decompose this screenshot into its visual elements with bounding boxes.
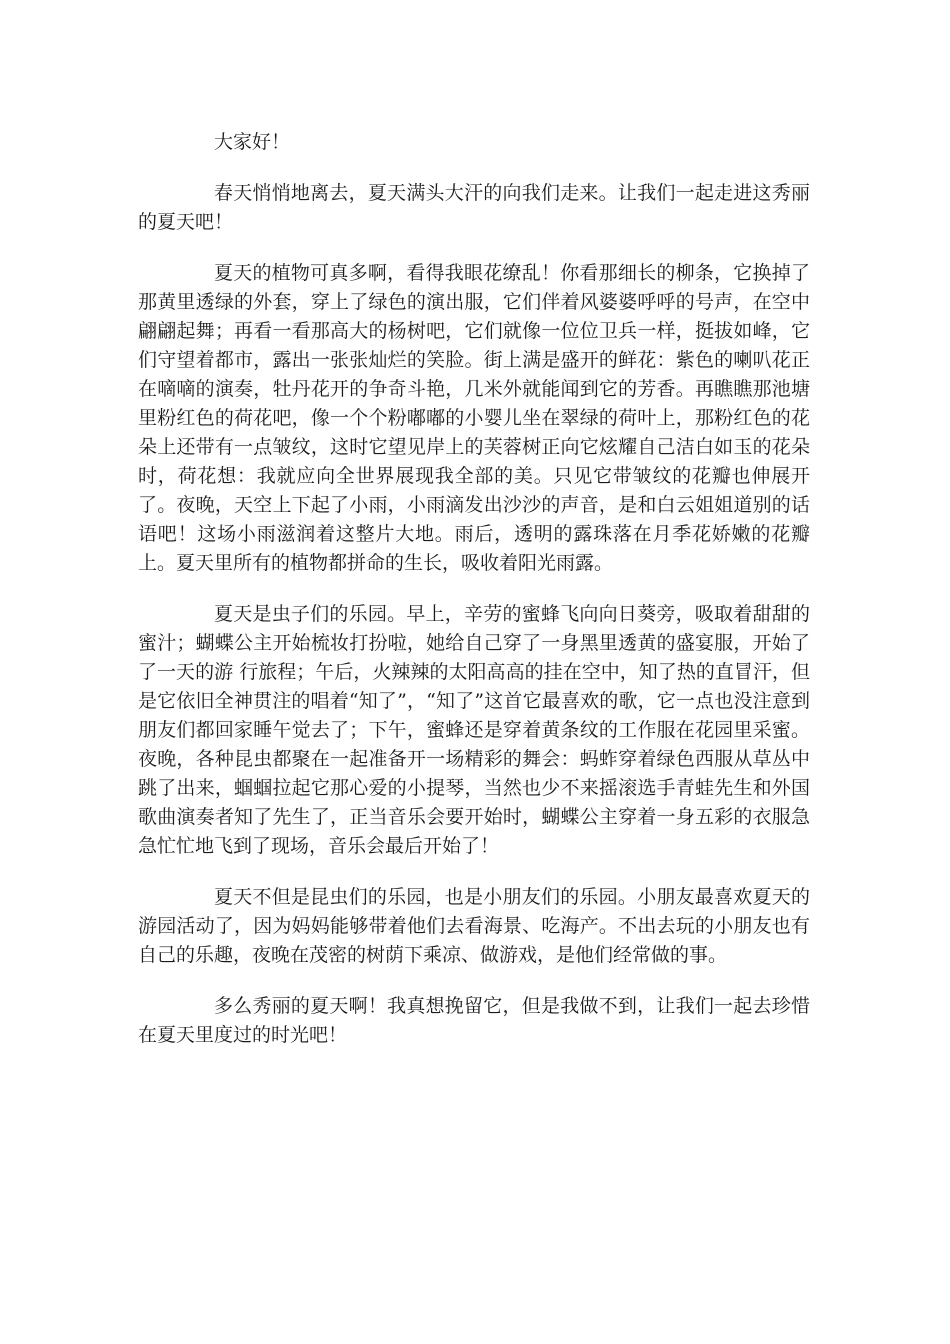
closing-paragraph: 多么秀丽的夏天啊！我真想挽留它，但是我做不到，让我们一起去珍惜在夏天里度过的时光吧！ <box>138 995 810 1046</box>
insects-paragraph: 夏天是虫子们的乐园。早上，辛劳的蜜蜂飞向向日葵旁，吸取着甜甜的蜜汁；蝴蝶公主开始梳妆打扮啦，她给自己穿了一身黑里透黄的盛宴服，开始了了一天的游 行旅程；午后，火辣辣的太阳高高的挂在空中，知了热的直冒汗，但是它依旧全神贯注的唱着“知了”，“知了”这首它最喜欢的歌，它一点也没注意到朋友们都回家睡午觉去了；下午，蜜蜂还是穿着黄条纹的工作服在花园里采蜜。夜晚，各种昆虫都聚在一起准备开一场精彩的舞会：蚂蚱穿着绿色西服从草丛中跳了出来，蝈蝈拉起它那心爱的小提琴，当然也少不来摇滚选手青蛙先生和外国歌曲演奏者知了先生了，正当音乐会要开始时，蝴蝶公主穿着一身五彩的衣服急急忙忙地飞到了现场，音乐会最后开始了！ <box>138 603 810 857</box>
children-paragraph: 夏天不但是昆虫们的乐园，也是小朋友们的乐园。小朋友最喜欢夏天的游园活动了，因为妈妈能够带着他们去看海景、吃海产。不出去玩的小朋友也有自己的乐趣，夜晚在茂密的树荫下乘凉、做游戏，是他们经常做的事。 <box>138 886 810 966</box>
intro-paragraph: 春天悄悄地离去，夏天满头大汗的向我们走来。让我们一起走进这秀丽的夏天吧！ <box>138 182 810 233</box>
greeting-paragraph: 大家好！ <box>214 131 291 153</box>
plants-paragraph: 夏天的植物可真多啊，看得我眼花缭乱！你看那细长的柳条，它换掉了那黄里透绿的外套，穿上了绿色的演出服，它们伴着风婆婆呼呼的号声，在空中翩翩起舞；再看一看那高大的杨树吧，它们就像一位位卫兵一样，挺拔如峰，它们守望着都市，露出一张张灿烂的笑脸。街上满是盛开的鲜花：紫色的喇叭花正在嘀嘀的演奏，牡丹花开的争奇斗艳，几米外就能闻到它的芳香。再瞧瞧那池塘里粉红色的荷花吧，像一个个粉嘟嘟的小婴儿坐在翠绿的荷叶上，那粉红色的花朵上还带有一点皱纹，这时它望见岸上的芙蓉树正向它炫耀自己洁白如玉的花朵时，荷花想：我就应向全世界展现我全部的美。只见它带皱纹的花瓣也伸展开了。夜晚，天空上下起了小雨，小雨滴发出沙沙的声音，是和白云姐姐道别的话语吧！这场小雨滋润着这整片大地。雨后，透明的露珠落在月季花娇嫩的花瓣上。夏天里所有的植物都拼命的生长，吸收着阳光雨露。 <box>138 262 810 574</box>
document-page <box>138 128 810 1072</box>
